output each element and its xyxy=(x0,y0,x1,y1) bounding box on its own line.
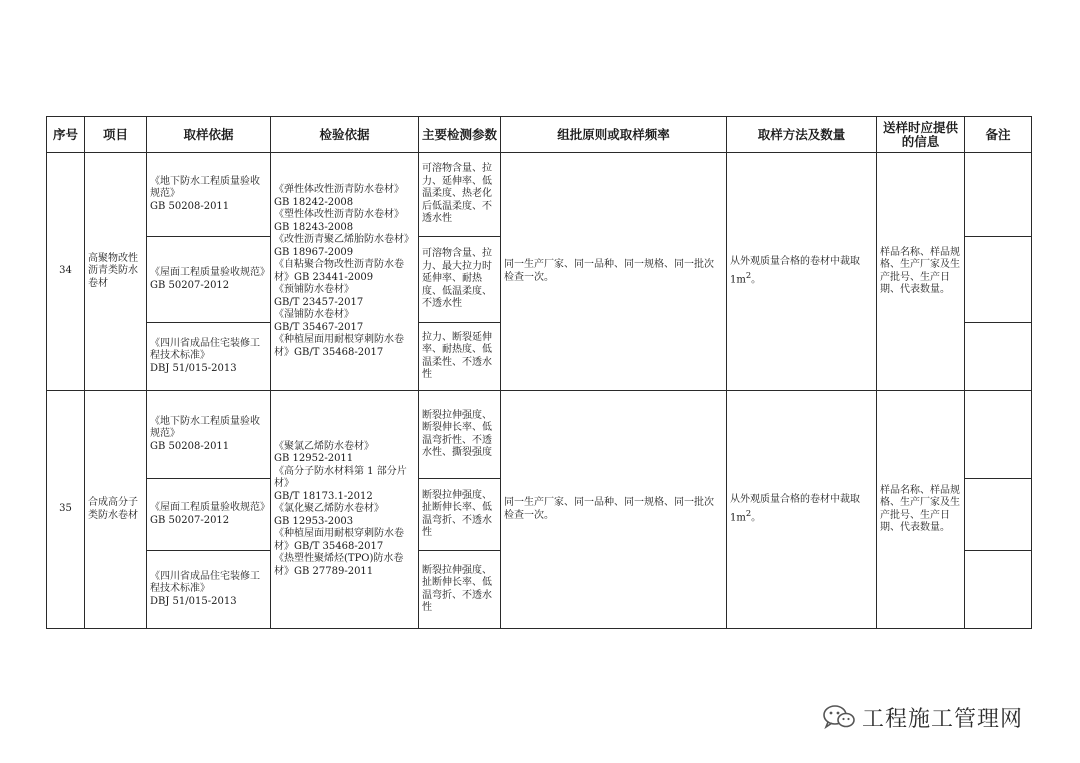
test-parameters: 可溶物含量、拉力、延伸率、低温柔度、热老化后低温柔度、不透水性 xyxy=(419,153,501,237)
test-parameters: 可溶物含量、拉力、最大拉力时延伸率、耐热度、低温柔度、不透水性 xyxy=(419,237,501,323)
item-name: 合成高分子类防水卷材 xyxy=(85,391,147,629)
watermark xyxy=(822,702,1023,732)
inspection-basis: 《弹性体改性沥青防水卷材》GB 18242-2008 《塑性体改性沥青防水卷材》GB 18243-2008 《改性沥青聚乙烯胎防水卷材》GB 18967-2009 《自粘聚合物改性沥青防水卷材》GB 23441-2009 《预铺防水卷材》 GB/T 23457-2017 《湿铺防水卷材》 GB/T 35467-2017 《种植屋面用耐根穿刺防水卷材》GB/T 35468-2017 xyxy=(271,153,419,391)
table-header-row xyxy=(47,117,1032,153)
table-row xyxy=(47,153,1032,237)
header-cell-basis: 取样依据 xyxy=(147,117,271,153)
test-parameters: 拉力、断裂延伸率、耐热度、低温柔性、不透水性 xyxy=(419,323,501,391)
remark-cell xyxy=(965,153,1032,237)
sampling-basis: 《四川省成品住宅装修工程技术标准》 DBJ 51/015-2013 xyxy=(147,551,271,629)
header-cell-batch: 组批原则或取样频率 xyxy=(501,117,727,153)
batch-principle: 同一生产厂家、同一品种、同一规格、同一批次检查一次。 xyxy=(501,391,727,629)
test-parameters: 断裂拉伸强度、扯断伸长率、低温弯折、不透水性 xyxy=(419,479,501,551)
header-cell-params: 主要检测参数 xyxy=(419,117,501,153)
sampling-method: 从外观质量合格的卷材中裁取 $1m^2$。 xyxy=(727,391,877,629)
header-cell-no: 序号 xyxy=(47,117,85,153)
remark-cell xyxy=(965,237,1032,323)
remark-cell xyxy=(965,323,1032,391)
header-cell-info: 送样时应提供的信息 xyxy=(877,117,965,153)
batch-principle: 同一生产厂家、同一品种、同一规格、同一批次检查一次。 xyxy=(501,153,727,391)
remark-cell xyxy=(965,391,1032,479)
header-cell-remark: 备注 xyxy=(965,117,1032,153)
sampling-basis: 《地下防水工程质量验收规范》 GB 50208-2011 xyxy=(147,391,271,479)
remark-cell xyxy=(965,479,1032,551)
row-number: 35 xyxy=(47,391,85,629)
test-parameters: 断裂拉伸强度、扯断伸长率、低温弯折、不透水性 xyxy=(419,551,501,629)
watermark-text: 工程施工管理网 xyxy=(862,706,1024,732)
row-number: 34 xyxy=(47,153,85,391)
wechat-icon xyxy=(822,703,856,731)
sample-info: 样品名称、样品规格、生产厂家及生产批号、生产日期、代表数量。 xyxy=(877,153,965,391)
sampling-method: 从外观质量合格的卷材中裁取 $1m^2$。 xyxy=(727,153,877,391)
item-name: 高聚物改性沥青类防水卷材 xyxy=(85,153,147,391)
header-cell-item: 项目 xyxy=(85,117,147,153)
header-cell-method: 取样方法及数量 xyxy=(727,117,877,153)
inspection-basis: 《聚氯乙烯防水卷材》 GB 12952-2011 《高分子防水材料第 1 部分片材》 GB/T 18173.1-2012 《氯化聚乙烯防水卷材》 GB 12953-2003 《种植屋面用耐根穿刺防水卷材》GB/T 35468-2017 《热塑性聚烯烃(TPO)防水卷材》GB 27789-2011 xyxy=(271,391,419,629)
remark-cell xyxy=(965,551,1032,629)
sampling-basis: 《四川省成品住宅装修工程技术标准》 DBJ 51/015-2013 xyxy=(147,323,271,391)
sample-info: 样品名称、样品规格、生产厂家及生产批号、生产日期、代表数量。 xyxy=(877,391,965,629)
test-parameters: 断裂拉伸强度、断裂伸长率、低温弯折性、不透水性、撕裂强度 xyxy=(419,391,501,479)
sampling-basis: 《屋面工程质量验收规范》GB 50207-2012 xyxy=(147,479,271,551)
sampling-spec-table xyxy=(46,116,1032,629)
table-row xyxy=(47,391,1032,479)
sampling-basis: 《地下防水工程质量验收规范》 GB 50208-2011 xyxy=(147,153,271,237)
header-cell-inspection: 检验依据 xyxy=(271,117,419,153)
sampling-basis: 《屋面工程质量验收规范》GB 50207-2012 xyxy=(147,237,271,323)
